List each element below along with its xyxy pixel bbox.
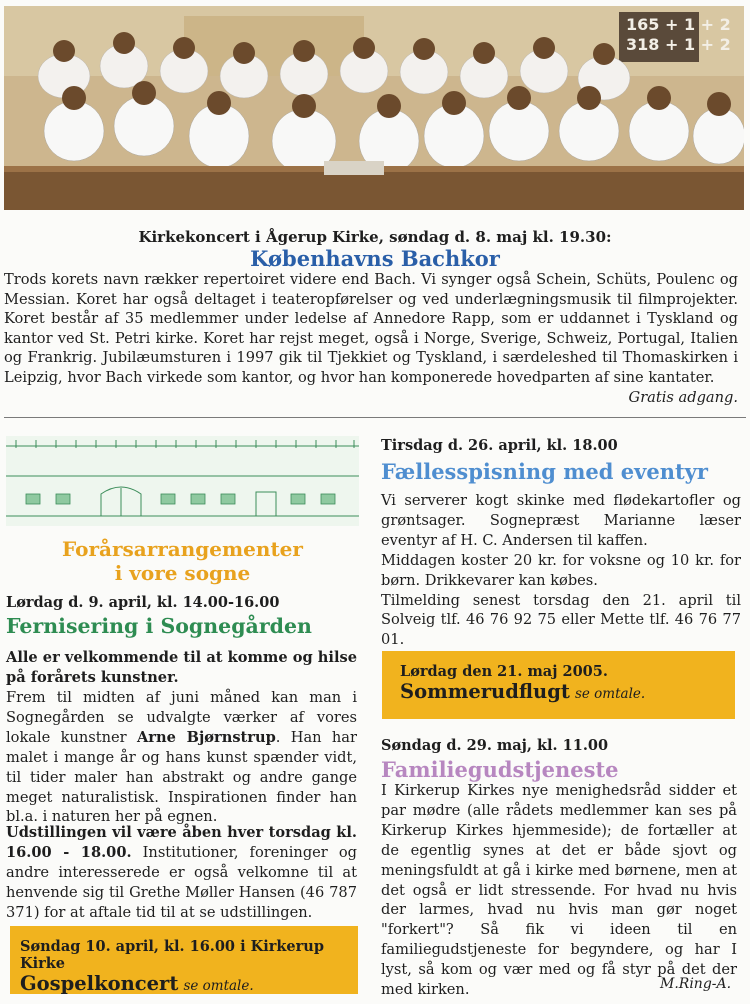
- section-divider: [4, 417, 746, 418]
- fernisering-title: Fernisering i Sognegården: [6, 614, 312, 638]
- family-text: I Kirkerup Kirkes nye menighedsråd sidder et par mødre (alle rådets medlemmer kan ses på Kirkerup Kirkes hjemmeside); de fortæller at de egentlig synes at det er både sjovt og meningsfuldt at gå i kirke med børnene, men at det også er lidt stressende. For hvad nu hvis der larmes, hvad nu hvis man gør noget "forkert"? Så fik vi ideen til en familiegudstjeneste for begyndere, og har I lyst, så kom og vær med og få styr på det der med kirken.: [381, 782, 737, 999]
- family-date: Søndag d. 29. maj, kl. 11.00: [381, 737, 609, 754]
- exhibition-hours: Udstillingen vil være åben hver torsdag kl. 16.00 - 18.00.: [6, 824, 357, 861]
- concert-eyebrow: Kirkekoncert i Ågerup Kirke, søndag d. 8. maj kl. 19.30:: [138, 228, 612, 246]
- family-title: Familiegudstjeneste: [381, 757, 619, 782]
- exhibition-text: [6, 823, 357, 923]
- gospel-note: se omtale.: [183, 978, 254, 994]
- sognegaarden-illustration: [6, 436, 359, 526]
- trip-box: [382, 651, 735, 719]
- dinner-price: Middagen koster 20 kr. for voksne og 10 kr. for børn. Drikkevarer kan købes.: [381, 551, 741, 589]
- hymn-board-bottom: 318 + 1 + 2: [626, 35, 731, 54]
- dinner-signup: Tilmelding senest torsdag den 21. april til Solveig tlf. 46 76 92 75 eller Mette tlf. 46 76 77 01.: [381, 591, 741, 649]
- gospel-title: Gospelkoncert: [20, 972, 179, 995]
- fernisering-text-2: . Han har malet i mange år og hans kunst spænder vidt, til tider maler han abstrakt og andre gange meget naturalistisk. Inspirationen finder han bl.a. i naturen her på egnen.: [6, 728, 357, 826]
- choir-photo: [4, 6, 744, 210]
- free-admission: Gratis adgang.: [628, 388, 738, 406]
- artist-name: Arne Bjørnstrup: [136, 728, 276, 746]
- dinner-menu: Vi serverer kogt skinke med flødekartofler og grøntsager. Sognepræst Marianne læser eventyr af H. C. Andersen til kaffen.: [381, 492, 741, 549]
- hymn-board-top: 165 + 1 + 2: [626, 15, 731, 34]
- trip-note: se omtale.: [574, 686, 646, 702]
- fernisering-intro: Alle er velkommende til at komme og hilse på forårets kunstner.: [6, 649, 357, 686]
- dinner-text: [381, 491, 741, 650]
- spring-heading-line1: Forårsarrangementer: [62, 537, 303, 561]
- fernisering-text-1: Frem til midten af juni måned kan man i Sognegården se udvalgte værker af vores lokale kunstner: [6, 689, 357, 746]
- exhibition-info: Institutioner, foreninger og andre interesserede er også velkomne til at henvende sig til Grethe Møller Hansen (46 787 371) for at aftale tid til at se udstillingen.: [6, 843, 357, 921]
- fernisering-date: Lørdag d. 9. april, kl. 14.00-16.00: [6, 594, 280, 611]
- trip-date: Lørdag den 21. maj 2005.: [400, 663, 608, 680]
- concert-description: [4, 270, 738, 407]
- fernisering-text: [6, 688, 357, 827]
- trip-title: Sommerudflugt: [400, 680, 570, 703]
- concert-text: Trods korets navn rækker repertoiret videre end Bach. Vi synger også Schein, Schüts, Poulenc og Messian. Koret har også deltaget i teateropførelser og ved underlægningsmusik til filmprojekter. Koret består af 35 medlemmer under ledelse af Annedore Rapp, som er uddannet i Tyskland og kantor ved St. Petri kirke. Koret har rejst meget, også i Norge, Sverige, Schweiz, Portugal, Italien og Frankrig. Jubilæumsturen i 1997 gik til Tjekkiet og Tyskland, i særdeleshed til Thomaskirken i Leipzig, hvor Bach virkede som kantor, og hvor han komponerede hovedparten af sine kantater.: [4, 271, 738, 386]
- signature: M.Ring-A.: [660, 976, 732, 992]
- dinner-date: Tirsdag d. 26. april, kl. 18.00: [381, 437, 618, 454]
- spring-heading-line2: i vore sogne: [114, 561, 251, 585]
- dinner-title: Fællesspisning med eventyr: [381, 459, 708, 484]
- gospel-box: [10, 926, 358, 994]
- gospel-date: Søndag 10. april, kl. 16.00 i Kirkerup Kirke: [20, 938, 324, 972]
- concert-title: Københavns Bachkor: [250, 246, 500, 271]
